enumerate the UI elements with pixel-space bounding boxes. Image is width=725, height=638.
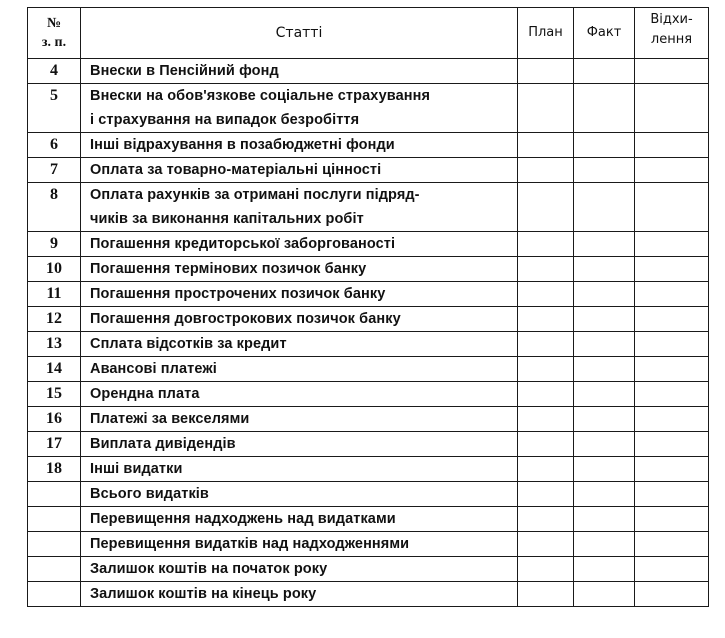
plan-cell	[518, 557, 574, 582]
row-item	[81, 382, 518, 407]
fact-cell	[574, 232, 635, 257]
row-number: 6	[28, 133, 81, 158]
deviation-cell	[635, 257, 709, 282]
table-row	[28, 457, 709, 482]
deviation-cell	[635, 84, 709, 133]
fact-cell	[574, 257, 635, 282]
fact-cell	[574, 59, 635, 84]
row-number: 5	[28, 84, 81, 133]
fact-cell	[574, 457, 635, 482]
row-item	[81, 482, 518, 507]
row-item-line: Внески на обов'язкове соціальне страхування	[90, 88, 431, 104]
row-number: 11	[28, 282, 81, 307]
plan-cell	[518, 532, 574, 557]
row-item	[81, 457, 518, 482]
header-number-line1: №	[46, 16, 62, 31]
row-item-line: Внески в Пенсійний фонд	[90, 63, 279, 79]
table-row	[28, 357, 709, 382]
row-item-line: Оплата за товарно-матеріальні цінності	[90, 162, 382, 178]
row-item	[81, 59, 518, 84]
row-item-line: Погашення довгострокових позичок банку	[90, 311, 401, 327]
table-row	[28, 557, 709, 582]
table-row	[28, 183, 709, 232]
row-item-line: і страхування на випадок безробіття	[90, 112, 360, 128]
row-number	[28, 482, 81, 507]
deviation-cell	[635, 532, 709, 557]
row-number: 18	[28, 457, 81, 482]
header-plan: План	[518, 8, 574, 59]
deviation-cell	[635, 332, 709, 357]
deviation-cell	[635, 582, 709, 607]
row-number	[28, 532, 81, 557]
fact-cell	[574, 133, 635, 158]
row-number: 7	[28, 158, 81, 183]
row-item	[81, 582, 518, 607]
row-item	[81, 133, 518, 158]
deviation-cell	[635, 307, 709, 332]
row-number	[28, 557, 81, 582]
row-number: 15	[28, 382, 81, 407]
row-item-line: Перевищення видатків над надходженнями	[90, 536, 410, 552]
table-row	[28, 407, 709, 432]
row-number	[28, 582, 81, 607]
fact-cell	[574, 332, 635, 357]
plan-cell	[518, 183, 574, 232]
plan-cell	[518, 357, 574, 382]
table-row	[28, 158, 709, 183]
row-item-line: Погашення прострочених позичок банку	[90, 286, 386, 302]
fact-cell	[574, 407, 635, 432]
plan-cell	[518, 84, 574, 133]
expenses-table	[27, 7, 709, 607]
deviation-cell	[635, 507, 709, 532]
row-item-line: Орендна плата	[90, 386, 200, 402]
row-number: 10	[28, 257, 81, 282]
plan-cell	[518, 59, 574, 84]
row-item	[81, 432, 518, 457]
row-item	[81, 158, 518, 183]
fact-cell	[574, 507, 635, 532]
header-deviation-line1: Відхи-	[650, 12, 693, 27]
plan-cell	[518, 382, 574, 407]
row-item	[81, 257, 518, 282]
fact-cell	[574, 307, 635, 332]
table-row	[28, 432, 709, 457]
deviation-cell	[635, 432, 709, 457]
row-item	[81, 307, 518, 332]
row-item-line: Оплата рахунків за отримані послуги підряд-	[90, 187, 420, 203]
deviation-cell	[635, 158, 709, 183]
plan-cell	[518, 332, 574, 357]
row-item	[81, 332, 518, 357]
deviation-cell	[635, 357, 709, 382]
header-deviation-line2: лення	[650, 32, 693, 47]
plan-cell	[518, 432, 574, 457]
table-row	[28, 232, 709, 257]
header-deviation	[635, 8, 709, 59]
table-row	[28, 307, 709, 332]
deviation-cell	[635, 407, 709, 432]
fact-cell	[574, 158, 635, 183]
fact-cell	[574, 183, 635, 232]
table-row	[28, 507, 709, 532]
row-item	[81, 407, 518, 432]
row-item-line: Погашення кредиторської заборгованості	[90, 236, 396, 252]
row-number: 8	[28, 183, 81, 232]
table-row	[28, 133, 709, 158]
table-row	[28, 582, 709, 607]
plan-cell	[518, 482, 574, 507]
deviation-cell	[635, 282, 709, 307]
row-item	[81, 507, 518, 532]
row-item	[81, 357, 518, 382]
header-number-line2: з. п.	[41, 35, 67, 50]
row-number: 9	[28, 232, 81, 257]
deviation-cell	[635, 133, 709, 158]
row-number: 12	[28, 307, 81, 332]
plan-cell	[518, 307, 574, 332]
table-header-row	[28, 8, 709, 59]
plan-cell	[518, 507, 574, 532]
fact-cell	[574, 482, 635, 507]
header-item: Статті	[81, 8, 518, 59]
plan-cell	[518, 407, 574, 432]
deviation-cell	[635, 382, 709, 407]
deviation-cell	[635, 557, 709, 582]
row-number: 13	[28, 332, 81, 357]
fact-cell	[574, 282, 635, 307]
row-item-line: Авансові платежі	[90, 361, 217, 377]
deviation-cell	[635, 232, 709, 257]
plan-cell	[518, 282, 574, 307]
table-row	[28, 282, 709, 307]
row-item-line: Перевищення надходжень над видатками	[90, 511, 396, 527]
row-item-line: Інші відрахування в позабюджетні фонди	[90, 137, 395, 153]
plan-cell	[518, 257, 574, 282]
header-fact: Факт	[574, 8, 635, 59]
plan-cell	[518, 457, 574, 482]
row-item-line: Платежі за векселями	[90, 411, 250, 427]
row-item-line: чиків за виконання капітальних робіт	[90, 211, 364, 227]
row-number: 16	[28, 407, 81, 432]
table-row	[28, 482, 709, 507]
row-item	[81, 557, 518, 582]
row-item	[81, 84, 518, 133]
table-row	[28, 257, 709, 282]
deviation-cell	[635, 457, 709, 482]
row-item-line: Залишок коштів на початок року	[90, 561, 328, 577]
table-row	[28, 59, 709, 84]
table-row	[28, 84, 709, 133]
row-item-line: Інші видатки	[90, 461, 183, 477]
row-item-line: Всього видатків	[90, 486, 209, 502]
fact-cell	[574, 382, 635, 407]
row-item	[81, 532, 518, 557]
row-number	[28, 507, 81, 532]
fact-cell	[574, 557, 635, 582]
row-item-line: Залишок коштів на кінець року	[90, 586, 317, 602]
row-item-line: Погашення термінових позичок банку	[90, 261, 367, 277]
deviation-cell	[635, 482, 709, 507]
fact-cell	[574, 582, 635, 607]
row-number: 17	[28, 432, 81, 457]
deviation-cell	[635, 59, 709, 84]
plan-cell	[518, 158, 574, 183]
plan-cell	[518, 232, 574, 257]
plan-cell	[518, 133, 574, 158]
fact-cell	[574, 532, 635, 557]
row-item	[81, 232, 518, 257]
fact-cell	[574, 84, 635, 133]
deviation-cell	[635, 183, 709, 232]
plan-cell	[518, 582, 574, 607]
table-row	[28, 532, 709, 557]
header-number	[28, 8, 81, 59]
fact-cell	[574, 357, 635, 382]
row-number: 4	[28, 59, 81, 84]
row-item	[81, 282, 518, 307]
row-number: 14	[28, 357, 81, 382]
row-item-line: Виплата дивідендів	[90, 436, 236, 452]
table-body	[28, 59, 709, 607]
table-row	[28, 382, 709, 407]
table-row	[28, 332, 709, 357]
fact-cell	[574, 432, 635, 457]
row-item-line: Сплата відсотків за кредит	[90, 336, 287, 352]
row-item	[81, 183, 518, 232]
